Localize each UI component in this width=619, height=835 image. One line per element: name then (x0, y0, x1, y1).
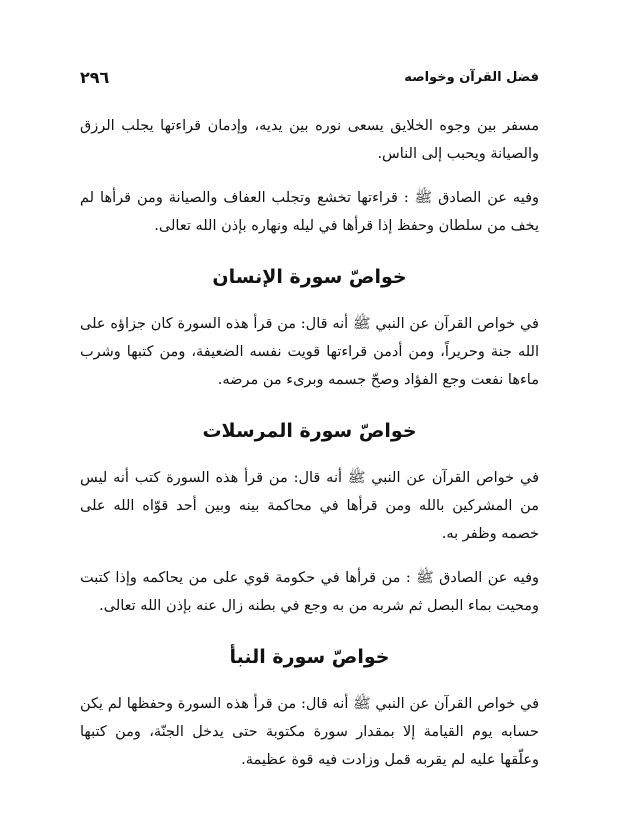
section-paragraph: في خواص القرآن عن النبي ﷺ أنه قال: من قرأ هذه السورة كتب أنه ليس من المشركين بالله ومن قرأها في محاكمة بينه وبين أحد قوّاه الله على خصمه وظفر به. (80, 470, 539, 542)
intro-paragraph: وفيه عن الصادق ﷺ : قراءتها تخشع وتجلب العفاف والصيانة ومن قرأها لم يخف من سلطان وحفظ إذا قرأها في ليله ونهاره بإذن الله تعالى. (80, 190, 539, 234)
section-title-al-mursalat: خواصّ سورة المرسلات (202, 420, 417, 442)
section-title-al-insan: خواصّ سورة الإنسان (212, 266, 407, 288)
section-paragraph: في خواص القرآن عن النبي ﷺ أنه قال: من قرأ هذه السورة كان جزاؤه على الله جنة وحريراً، ومن أدمن قراءتها قويت نفسه الضعيفة، ومن كتبها وشرب ماءها نفعت وجع الفؤاد وصحّ جسمه وبرىء من مرضه. (80, 316, 539, 388)
section-paragraph: في خواص القرآن عن النبي ﷺ أنه قال: من قرأ هذه السورة وحفظها لم يكن حسابه يوم القيامة إلا بمقدار سورة مكتوبة حتى يدخل الجنّة، ومن كتبها وعلّقها عليه لم يقربه قمل وزادت فيه قوة عظيمة. (80, 696, 539, 768)
page-content (80, 112, 539, 774)
running-title: فضل القرآن وخواصه (404, 70, 539, 85)
section-paragraph: وفيه عن الصادق ﷺ : من قرأها في حكومة قوي على من يحاكمه وإذا كتبت ومحيت بماء البصل ثم شربه من به وجع في بطنه زال عنه بإذن الله تعالى. (80, 570, 539, 614)
intro-paragraph: مسفر بين وجوه الخلايق يسعى نوره بين يديه، وإدمان قراءتها يجلب الرزق والصيانة ويحبب إلى الناس. (80, 118, 539, 162)
page-header (80, 68, 539, 96)
page-number: ٢٩٦ (80, 68, 110, 87)
section-title-an-naba: خواصّ سورة النبأ (229, 646, 390, 668)
